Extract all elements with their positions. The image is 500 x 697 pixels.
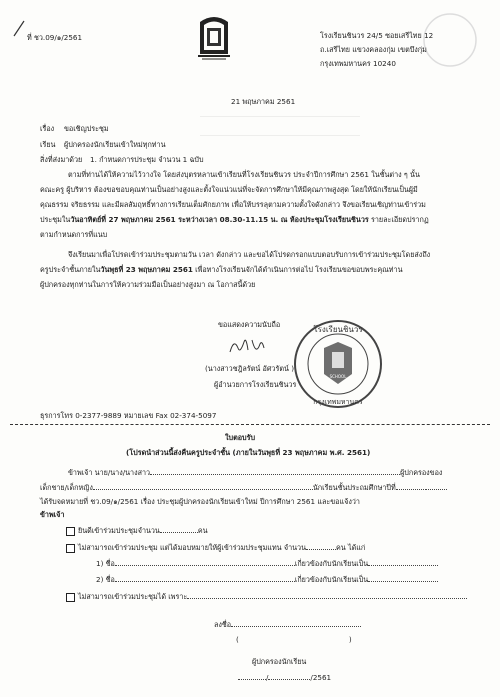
reply-date: / /2561 (238, 672, 331, 682)
school-address-line-1: โรงเรียนชินวร 24/5 ซอยเสรีไทย 12 (320, 31, 434, 40)
sign-label: ลงชื่อ (214, 620, 232, 629)
reply-line-1 (68, 467, 442, 477)
proxy-unit: คน ได้แก่ (336, 543, 366, 552)
signer-name: (นางสาวชฎิลรัตน์ อัศวรัตน์ ) (205, 364, 295, 373)
paragraph-1-line-4 (40, 215, 429, 224)
reply-line-3: ได้รับจดหมายที่ ชว.09/๑/2561 เรื่อง ประชุมผู้ปกครองนักเรียนเข้าใหม่ ปีการศึกษา 2561 และขอแจ้งว่า (40, 497, 360, 506)
meeting-suffix: รายละเอียดปรากฏ (368, 215, 429, 224)
reply-month-field[interactable] (268, 672, 310, 680)
attachment-text: 1. กำหนดการประชุม จำนวน 1 ฉบับ (90, 155, 204, 164)
school-logo-icon (196, 14, 232, 60)
paren-close: ) (348, 635, 352, 644)
deadline-prefix: ครูประจำชั้นภายใน (40, 265, 101, 274)
decline-reason-field[interactable] (187, 591, 467, 599)
rep1-name-field[interactable] (115, 558, 295, 566)
option-decline[interactable] (66, 591, 467, 602)
reply-subtitle: (โปรดนำส่วนนี้ส่งคืนครูประจำชั้น (ภายในวันพุธที่ 23 พฤษภาคม พ.ศ. 2561) (126, 448, 371, 457)
faint-seal-watermark (410, 10, 490, 70)
proxy-count-field[interactable] (306, 542, 336, 550)
rep2-relation-field[interactable] (368, 574, 438, 582)
svg-text:กรุงเทพมหานคร: กรุงเทพมหานคร (313, 398, 363, 406)
meeting-datetime: วันอาทิตย์ที่ 27 พฤษภาคม 2561 ระหว่างเวลา 08.30-11.15 น. ณ ห้องประชุมโรงเรียนชินวร (70, 215, 369, 224)
decline-label: ไม่สามารถเข้าร่วมประชุมได้ เพราะ (78, 592, 188, 601)
attend-count-field[interactable] (160, 525, 198, 533)
option-attend[interactable] (66, 525, 208, 536)
rep1-relation-field[interactable] (368, 558, 438, 566)
paragraph-2-line-3: ผู้ปกครองทุกท่านในการให้ความร่วมมือเป็นอย่างสูงมา ณ โอกาสนี้ด้วย (40, 280, 256, 289)
closing: ขอแสดงความนับถือ (218, 320, 281, 329)
signer-title: ผู้อำนวยการโรงเรียนชินวร (214, 380, 297, 389)
signature (226, 334, 270, 360)
subject-text: ขอเชิญประชุม (64, 124, 109, 133)
contact-line: ธุรการโทร 0-2377-9889 หมายเลข Fax 02-374-5097 (40, 411, 217, 420)
letter-date: 21 พฤษภาคม 2561 (231, 97, 296, 106)
grade-field[interactable] (396, 482, 424, 490)
parent-name-label: ข้าพเจ้า นาย/นาง/นางสาว (68, 468, 151, 477)
cut-line (10, 424, 490, 425)
attend-checkbox[interactable] (66, 527, 75, 536)
svg-text:SCHOOL: SCHOOL (329, 374, 347, 379)
rep2-relation-label: เกี่ยวข้องกับนักเรียนเป็น (294, 575, 369, 584)
paragraph-2-line-1: จึงเรียนมาเพื่อโปรดเข้าร่วมประชุมตามวัน เวลา ดังกล่าว และขอได้โปรดกรอกแบบตอบรับการเข้าร่วมประชุมโดยส่งถึง (68, 250, 431, 259)
attachment-label: สิ่งที่ส่งมาด้วย (40, 155, 83, 164)
rep2-label: 2) ชื่อ (96, 575, 115, 584)
reply-me-label: ข้าพเจ้า (40, 510, 65, 519)
school-address-line-3: กรุงเทพมหานคร 10240 (320, 59, 396, 68)
proxy-checkbox[interactable] (66, 544, 75, 553)
grade-room-field[interactable] (425, 482, 447, 490)
paragraph-1-line-2: คณะครู ผู้บริหาร ต้องขอขอบคุณท่านเป็นอย่างสูงและตั้งใจแน่วแน่ที่จะจัดการศึกษาให้มีคุณภาพสูงสุด โดยให้นักเรียนเป็นผู้มี (40, 185, 418, 194)
proxy-label: ไม่สามารถเข้าร่วมประชุม แต่ได้มอบหมายให้ผู้เข้าร่วมประชุมแทน จำนวน (78, 543, 306, 552)
meeting-prefix: ประชุมใน (40, 215, 71, 224)
deadline-suffix: เพื่อทางโรงเรียนจักได้ดำเนินการต่อไป โรงเรียนขอขอบพระคุณท่าน (192, 265, 403, 274)
guardian-of-label: ผู้ปกครองของ (400, 468, 443, 477)
reply-line-2 (40, 482, 447, 492)
parent-name-field[interactable] (150, 467, 400, 475)
paragraph-1-line-5: ตามกำหนดการที่แนบ (40, 230, 108, 239)
student-name-field[interactable] (93, 482, 313, 490)
reply-signature-line (214, 619, 361, 629)
document-number: ที่ ชว.09/๑/2561 (27, 33, 83, 42)
option-proxy[interactable] (66, 542, 365, 553)
faint-bleed-through (200, 116, 360, 136)
student-name-label: เด็กชาย/เด็กหญิง (40, 483, 93, 492)
paren-open: ( (236, 635, 239, 644)
school-address-line-2: ถ.เสรีไทย แขวงคลองกุ่ม เขตบึงกุ่ม (320, 45, 427, 54)
handwritten-mark (10, 18, 28, 38)
rep2-name-field[interactable] (115, 574, 295, 582)
rep1-relation-label: เกี่ยวข้องกับนักเรียนเป็น (294, 559, 369, 568)
attend-unit: คน (197, 526, 208, 535)
paragraph-1-line-3: คุณธรรม จริยธรรม และมีผลสัมฤทธิ์ทางการเรียนเต็มศักยภาพ เพื่อให้บรรลุตามความตั้งใจดังกล่าว จึงขอเรียนเชิญท่านเข้าร่วม (40, 200, 426, 209)
representative-2 (96, 574, 438, 584)
rep1-label: 1) ชื่อ (96, 559, 115, 568)
svg-text:โรงเรียนชินวร: โรงเรียนชินวร (313, 325, 363, 334)
reply-day-field[interactable] (238, 672, 266, 680)
representative-1 (96, 558, 438, 568)
reply-role: ผู้ปกครองนักเรียน (252, 657, 307, 666)
attend-label: ยินดีเข้าร่วมประชุมจำนวน (78, 526, 160, 535)
reply-title: ใบตอบรับ (225, 433, 256, 442)
reply-name-parens (236, 635, 352, 644)
reply-year: /2561 (310, 673, 332, 682)
paragraph-1-line-1: ตามที่ท่านได้ให้ความไว้วางใจ โดยส่งบุตรหลานเข้าเรียนที่โรงเรียนชินวร ประจำปีการศึกษา 2561 ในชั้นต่าง ๆ นั้น (68, 170, 420, 179)
grade-label: นักเรียนชั้นประถมศึกษาปีที่ (312, 483, 396, 492)
to-text: ผู้ปกครองนักเรียนเข้าใหม่ทุกท่าน (64, 140, 166, 149)
decline-checkbox[interactable] (66, 593, 75, 602)
deadline-date: วันพุธที่ 23 พฤษภาคม 2561 (100, 265, 193, 274)
paragraph-2-line-2 (40, 265, 403, 274)
sign-field[interactable] (231, 619, 361, 627)
school-stamp (292, 318, 384, 410)
subject-label: เรื่อง (40, 124, 55, 133)
to-label: เรียน (40, 140, 56, 149)
